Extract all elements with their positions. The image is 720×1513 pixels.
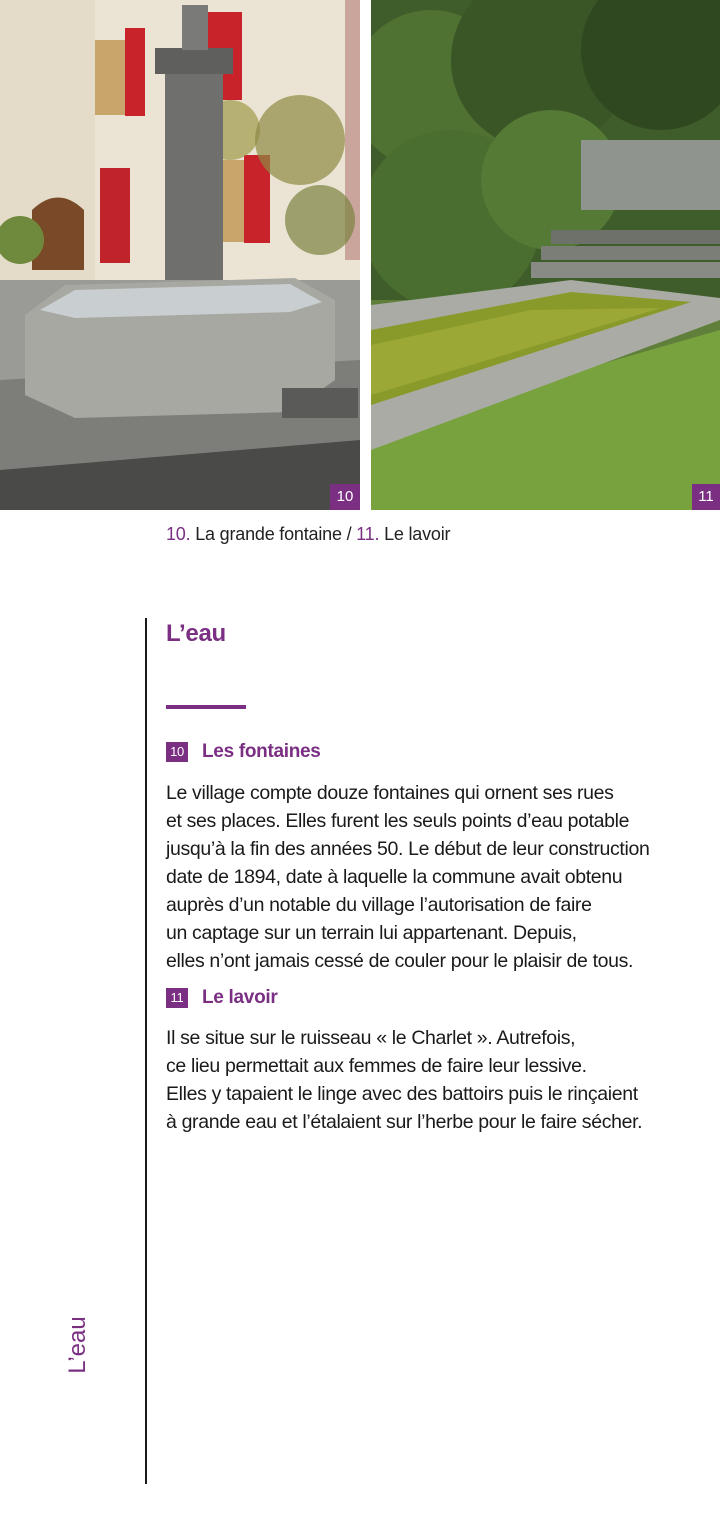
text-line: Elles y tapaient le linge avec des battoirs puis le rinçaient: [166, 1083, 638, 1105]
photo-lavoir: [371, 0, 720, 510]
text-line: et ses places. Elles furent les seuls points d’eau potable: [166, 810, 630, 832]
text-line: Il se situe sur le ruisseau « le Charlet ». Autrefois,: [166, 1027, 576, 1049]
photo-number-badge: 11: [692, 484, 720, 510]
photo-number-badge: 10: [330, 484, 360, 510]
side-section-label: L’eau: [64, 1316, 91, 1374]
text-line: auprès d’un notable du village l’autorisation de faire: [166, 894, 592, 916]
fountain-illustration: [0, 0, 360, 510]
paragraph-fontaines: [166, 779, 706, 975]
text-line: un captage sur un terrain lui appartenant. Depuis,: [166, 922, 577, 944]
number-square-icon: 11: [166, 988, 188, 1008]
caption-number: 11.: [356, 524, 380, 544]
caption-number: 10.: [166, 524, 191, 544]
number-square-icon: 10: [166, 742, 188, 762]
vertical-divider: [145, 618, 147, 1484]
subheading-label: Les fontaines: [202, 741, 321, 762]
photo-caption: [166, 524, 450, 545]
caption-text: Le lavoir: [379, 524, 451, 544]
text-line: elles n’ont jamais cessé de couler pour le plaisir de tous.: [166, 950, 634, 972]
subheading-fontaines: [166, 741, 321, 763]
subheading-lavoir: [166, 987, 277, 1009]
section-title: L’eau: [166, 620, 226, 647]
text-line: date de 1894, date à laquelle la commune avait obtenu: [166, 866, 623, 888]
subheading-label: Le lavoir: [202, 987, 278, 1008]
lavoir-illustration: [371, 0, 720, 510]
caption-text: La grande fontaine /: [190, 524, 357, 544]
text-line: jusqu’à la fin des années 50. Le début de leur construction: [166, 838, 650, 860]
text-line: à grande eau et l’étalaient sur l’herbe pour le faire sécher.: [166, 1111, 643, 1133]
photo-grande-fontaine: [0, 0, 360, 510]
paragraph-lavoir: [166, 1024, 706, 1136]
title-underline: [166, 705, 246, 709]
text-line: Le village compte douze fontaines qui ornent ses rues: [166, 782, 614, 804]
text-line: ce lieu permettait aux femmes de faire leur lessive.: [166, 1055, 587, 1077]
